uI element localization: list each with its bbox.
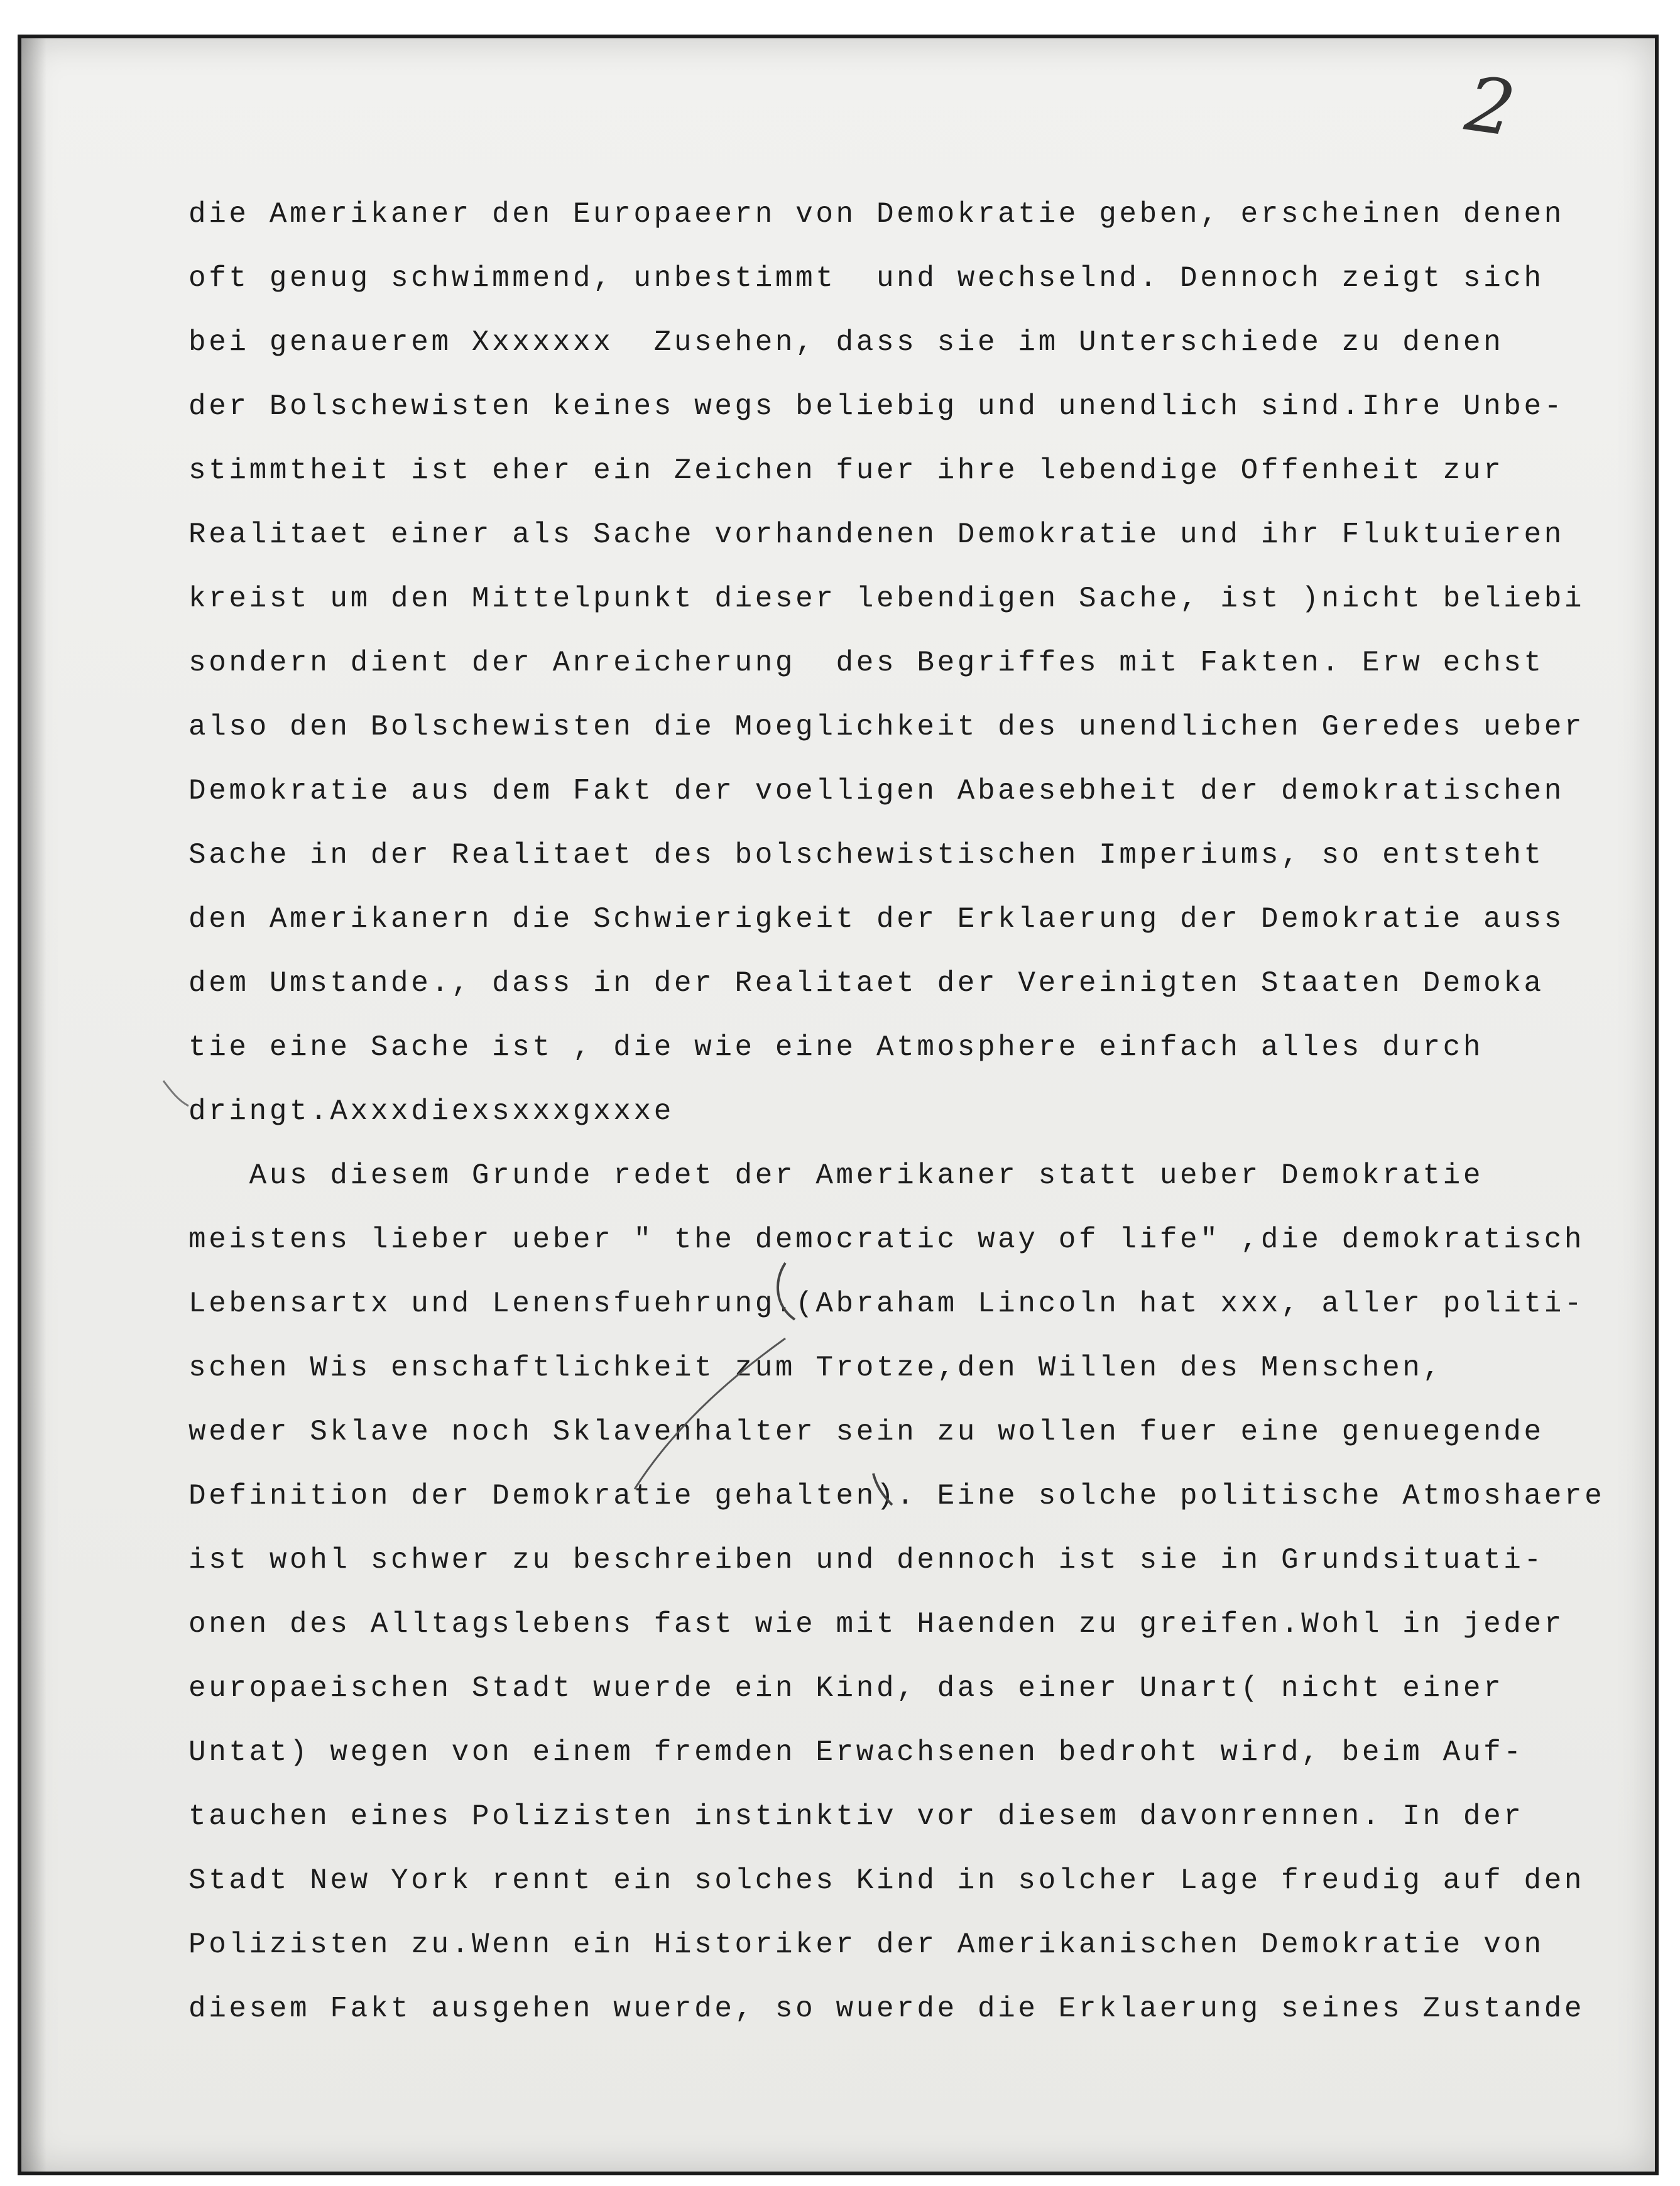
text-line: Definition der Demokratie gehalten). Eine solche politische Atmoshaere xyxy=(188,1480,1605,1512)
text-line: onen des Alltagslebens fast wie mit Haenden zu greifen.Wohl in jeder xyxy=(188,1608,1564,1641)
pencil-stroke xyxy=(163,1081,188,1106)
text-line: dem Umstande., dass in der Realitaet der Vereinigten Staaten Demoka xyxy=(188,967,1544,1000)
text-line: bei genauerem Xxxxxxx Zusehen, dass sie im Unterschiede zu denen xyxy=(188,326,1504,359)
text-line: weder Sklave noch Sklavenhalter sein zu wollen fuer eine genuegende xyxy=(188,1416,1544,1448)
page-number: 2 xyxy=(1460,60,1520,154)
text-line: stimmtheit ist eher ein Zeichen fuer ihre lebendige Offenheit zur xyxy=(188,454,1504,487)
text-line: schen Wis enschaftlichkeit zum Trotze,den Willen des Menschen, xyxy=(188,1352,1443,1384)
text-line: Sache in der Realitaet des bolschewistischen Imperiums, so entsteht xyxy=(188,839,1544,872)
text-line: dringt.Axxxdiexsxxxgxxxe xyxy=(188,1095,674,1128)
text-line: also den Bolschewisten die Moeglichkeit des unendlichen Geredes ueber xyxy=(188,711,1585,743)
text-line: ist wohl schwer zu beschreiben und dennoch ist sie in Grundsituati- xyxy=(188,1544,1544,1577)
text-line: den Amerikanern die Schwierigkeit der Erklaerung der Demokratie auss xyxy=(188,903,1564,936)
text-line: Demokratie aus dem Fakt der voelligen Abaesebheit der demokratischen xyxy=(188,775,1564,807)
text-line: Realitaet einer als Sache vorhandenen Demokratie und ihr Fluktuieren xyxy=(188,518,1564,551)
text-line: tie eine Sache ist , die wie eine Atmosphere einfach alles durch xyxy=(188,1031,1484,1064)
pencil-stroke xyxy=(873,1473,892,1505)
text-line: europaeischen Stadt wuerde ein Kind, das einer Unart( nicht einer xyxy=(188,1672,1504,1705)
text-line: Stadt New York rennt ein solches Kind in solcher Lage freudig auf den xyxy=(188,1864,1585,1897)
pencil-stroke xyxy=(635,1338,785,1489)
text-line: Untat) wegen von einem fremden Erwachsenen bedroht wird, beim Auf- xyxy=(188,1736,1524,1769)
text-line: tauchen eines Polizisten instinktiv vor diesem davonrennen. In der xyxy=(188,1800,1524,1833)
text-line: diesem Fakt ausgehen wuerde, so wuerde die Erklaerung seines Zustande xyxy=(188,1992,1585,2025)
pencil-stroke xyxy=(778,1263,795,1320)
text-line: die Amerikaner den Europaeern von Demokratie geben, erscheinen denen xyxy=(188,198,1564,231)
text-line: Lebensartx und Lenensfuehrung.(Abraham Lincoln hat xxx, aller politi- xyxy=(188,1287,1585,1320)
text-line: sondern dient der Anreicherung des Begriffes mit Fakten. Erw echst xyxy=(188,647,1544,679)
text-line: oft genug schwimmend, unbestimmt und wechselnd. Dennoch zeigt sich xyxy=(188,262,1544,295)
text-line: kreist um den Mittelpunkt dieser lebendigen Sache, ist )nicht beliebi xyxy=(188,582,1585,615)
text-line: der Bolschewisten keines wegs beliebig und unendlich sind.Ihre Unbe- xyxy=(188,390,1564,423)
text-line: meistens lieber ueber " the democratic way of life" ,die demokratisch xyxy=(188,1223,1585,1256)
text-line: Aus diesem Grunde redet der Amerikaner statt ueber Demokratie xyxy=(188,1159,1484,1192)
text-line: Polizisten zu.Wenn ein Historiker der Amerikanischen Demokratie von xyxy=(188,1928,1544,1961)
